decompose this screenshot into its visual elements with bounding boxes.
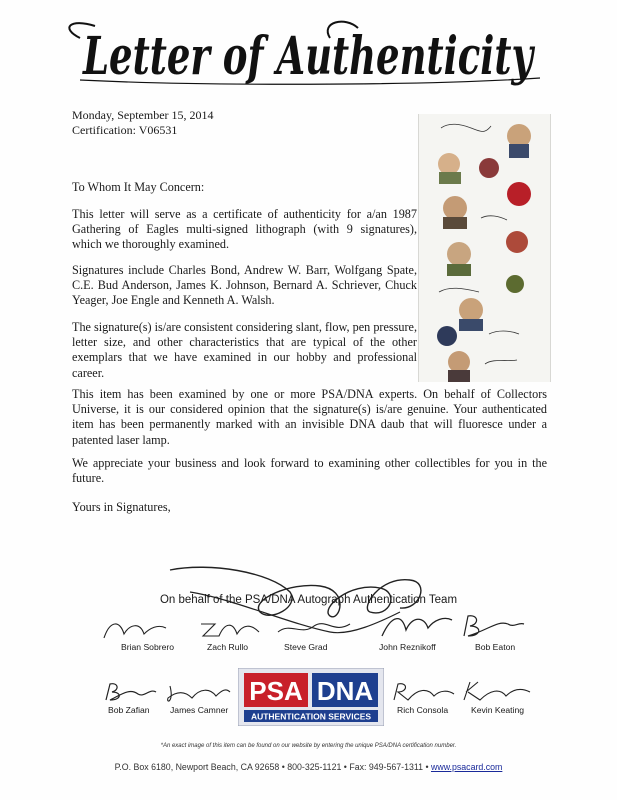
paragraph-5: We appreciate your business and look forward to examining other collectibles for you in the future. <box>72 456 547 486</box>
signer-name: Brian Sobrero <box>121 642 175 652</box>
signature-bob-eaton <box>458 610 528 642</box>
signature-rich-consola <box>388 678 458 706</box>
signature-steve-grad <box>274 612 354 642</box>
closing: Yours in Signatures, <box>72 500 171 514</box>
signer-name: Kevin Keating <box>471 705 525 715</box>
signature-brian-sobrero <box>100 614 170 644</box>
paragraph-3: The signature(s) is/are consistent considering slant, flow, pen pressure, letter size, and other characteristics that are typical of the other exemplars that we have examined in our hobby and professional career. <box>72 320 417 380</box>
certification-number: Certification: V06531 <box>72 123 178 137</box>
footer-address: P.O. Box 6180, Newport Beach, CA 92658 • 800-325-1121 • Fax: 949-567-1311 • <box>114 762 429 772</box>
paragraph-1: This letter will serve as a certificate of authenticity for a/an 1987 Gathering of Eagles multi-signed lithograph (with 9 signatures), which we thoroughly examined. <box>72 207 417 252</box>
paragraph-2: Signatures include Charles Bond, Andrew W. Barr, Wolfgang Spate, C.E. Bud Anderson, James K. Johnson, Bernard A. Schriever, Chuck Yeager, Joe Engle and Kenneth A. Walsh. <box>72 263 417 308</box>
signature-james-camner <box>164 678 234 706</box>
signer-name: Bob Zafian <box>108 705 150 715</box>
signer-name: James Camner <box>170 705 229 715</box>
salutation: To Whom It May Concern: <box>72 180 205 194</box>
website-link[interactable]: www.psacard.com <box>430 762 503 772</box>
letter-date: Monday, September 15, 2014 <box>72 108 214 122</box>
psa-dna-logo <box>238 668 384 726</box>
letter-meta <box>72 108 214 138</box>
logo-subtitle: AUTHENTICATION SERVICES <box>250 711 372 722</box>
paragraph-4: This item has been examined by one or more PSA/DNA experts. On behalf of Collectors Universe, it is our considered opinion that the signature(s) is/are genuine. Your authenticated item has been permanently marked with an invisible DNA daub that will fluoresce under a patented laser lamp. <box>72 387 547 447</box>
signer-name: Steve Grad <box>284 642 328 652</box>
signature-bob-zafian <box>100 678 160 706</box>
team-line: On behalf of the PSA/DNA Autograph Authentication Team <box>159 594 458 606</box>
signer-name: Rich Consola <box>397 705 449 715</box>
signer-name: Zach Rullo <box>207 642 249 652</box>
signature-zach-rullo <box>195 612 265 642</box>
footnote: *An exact image of this item can be found on our website by entering the unique PSA/DNA certification number. <box>160 743 457 749</box>
signer-name: John Reznikoff <box>379 642 436 652</box>
logo-psa-text: PSA <box>249 676 303 706</box>
signature-john-reznikoff <box>376 610 456 642</box>
footer <box>0 762 617 772</box>
letter-title <box>0 8 617 98</box>
lithograph-image <box>418 114 551 382</box>
signer-name: Bob Eaton <box>475 642 516 652</box>
signature-kevin-keating <box>458 676 534 706</box>
title-text: Letter of Authenticity <box>81 26 536 87</box>
logo-dna-text: DNA <box>316 676 374 706</box>
